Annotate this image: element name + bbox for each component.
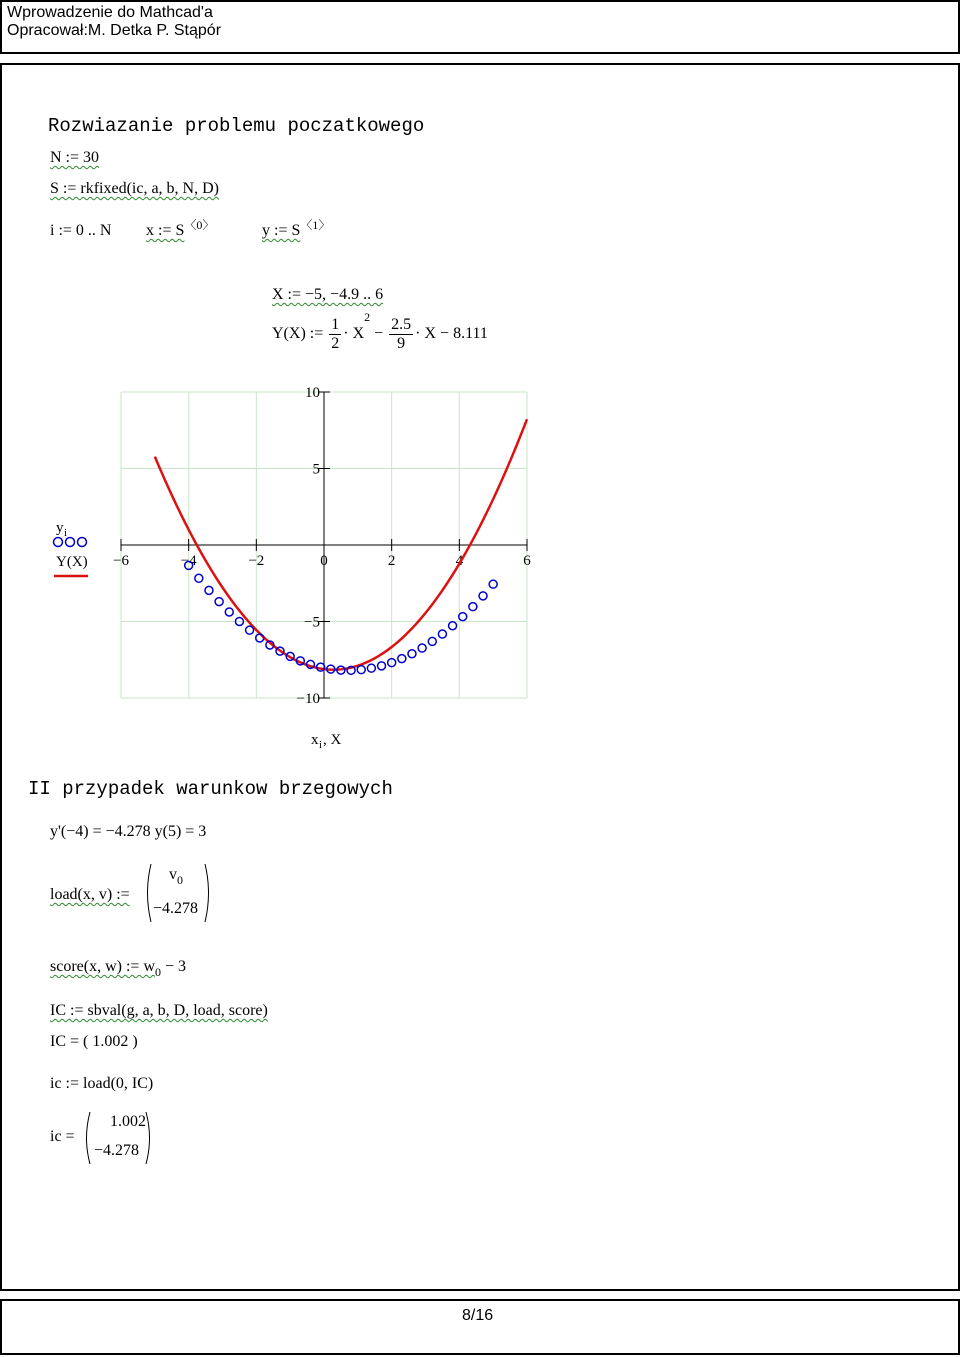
Y-function-definition[interactable] [272,310,488,353]
x-tick-label: −2 [248,553,265,569]
y-point [205,586,213,594]
solution-plot[interactable] [0,380,960,780]
y-point [215,598,223,606]
page-number: 8/16 [462,1307,494,1324]
header-author: Opracował:M. Detka P. Stąpór [7,22,222,39]
header-title: Wprowadzenie do Mathcad'a [7,4,213,21]
Y-curve-line [155,419,527,669]
page-footer [0,1299,960,1355]
s-definition[interactable]: S := rkfixed(ic, a, b, N, D) [50,180,219,197]
y-point [489,580,497,588]
score-sub: 0 [155,965,161,979]
fraction-two-point-five-ninths: $\frac{2.5}{9}$ [391,316,412,352]
score-function-definition[interactable] [50,958,187,979]
x-tick-label: 0 [320,553,328,569]
y-definition[interactable] [262,218,331,240]
Y-minus: − [374,325,384,343]
legend-y-label: y [56,520,64,536]
load-v: $v_0$ [169,866,183,887]
legend-point-marker [78,538,87,547]
y-point [438,630,446,638]
page-header [0,0,960,54]
ic-load-definition[interactable]: ic := load(0, IC) [50,1075,154,1092]
y-point [256,634,264,642]
y-point [459,613,467,621]
plot-legend [54,520,89,576]
load-function-definition[interactable] [50,886,130,904]
X-range-definition[interactable]: X := −5, −4.9 .. 6 [272,286,384,303]
legend-point-marker [54,538,63,547]
y-point [469,603,477,611]
x-tick-label: 6 [523,553,531,569]
i-range-definition[interactable]: i := 0 .. N [50,222,112,239]
y-point [449,622,457,630]
y-point [479,592,487,600]
IC-result: IC = ( 1.002 ) [50,1033,138,1050]
ic-result-vector [82,1110,154,1166]
x-axis-label [311,732,342,751]
Y-power: 2 [364,310,371,324]
load-vector [143,862,213,924]
boundary-conditions: y'(−4) = −4.278 y(5) = 3 [50,823,207,840]
ic-result-1: 1.002 [110,1113,146,1130]
Y-tail: · X − 8.111 [415,325,488,343]
legend-y-sub: i [64,527,68,539]
ic-result-lhs: ic = [50,1128,75,1145]
n-definition[interactable]: N := 30 [50,149,100,166]
y-point [195,574,203,582]
y-point [225,608,233,616]
fraction-one-half: $\frac{1}{2}$ [331,316,340,352]
legend-Y-label: Y(X) [56,554,88,570]
y-tick-label: −10 [296,691,320,707]
x-definition[interactable] [146,218,215,240]
section-heading-initial: Rozwiazanie problemu poczatkowego [48,115,425,137]
x-tick-label: 4 [455,553,464,569]
sbval-definition[interactable]: IC := sbval(g, a, b, D, load, score) [50,1002,268,1019]
legend-point-marker [66,538,75,547]
Y-mid: · X [343,325,365,343]
x-label-tail: , X [323,732,342,748]
y-point [408,650,416,658]
load-value: −4.278 [153,900,199,917]
y-def-lhs: y := S [262,222,301,239]
x-label-sub: i [319,739,323,751]
y-point [367,664,375,672]
x-tick-label: −6 [113,553,129,569]
score-tail: − 3 [161,958,187,975]
ic-result-2: −4.278 [94,1142,140,1159]
y-point [378,662,386,670]
y-point [418,644,426,652]
y-tick-label: −5 [304,614,320,631]
y-point [246,626,254,634]
x-def-superscript: 〈0〉 [184,218,215,232]
y-tick-label: 5 [312,461,320,478]
y-point [357,666,365,674]
x-label-main: x [311,732,319,748]
x-def-lhs: x := S [146,222,185,239]
load-lhs: load(x, v) := [50,886,130,903]
score-lhs: score(x, w) := w [50,958,155,975]
y-point [428,637,436,645]
Y-lhs: Y(X) := [272,325,324,343]
section-heading-boundary: II przypadek warunkow brzegowych [28,778,393,800]
y-def-superscript: 〈1〉 [300,218,331,232]
x-tick-label: −4 [180,553,197,569]
y-point [398,655,406,663]
y-tick-label: 10 [305,385,320,401]
x-tick-label: 2 [387,553,396,569]
